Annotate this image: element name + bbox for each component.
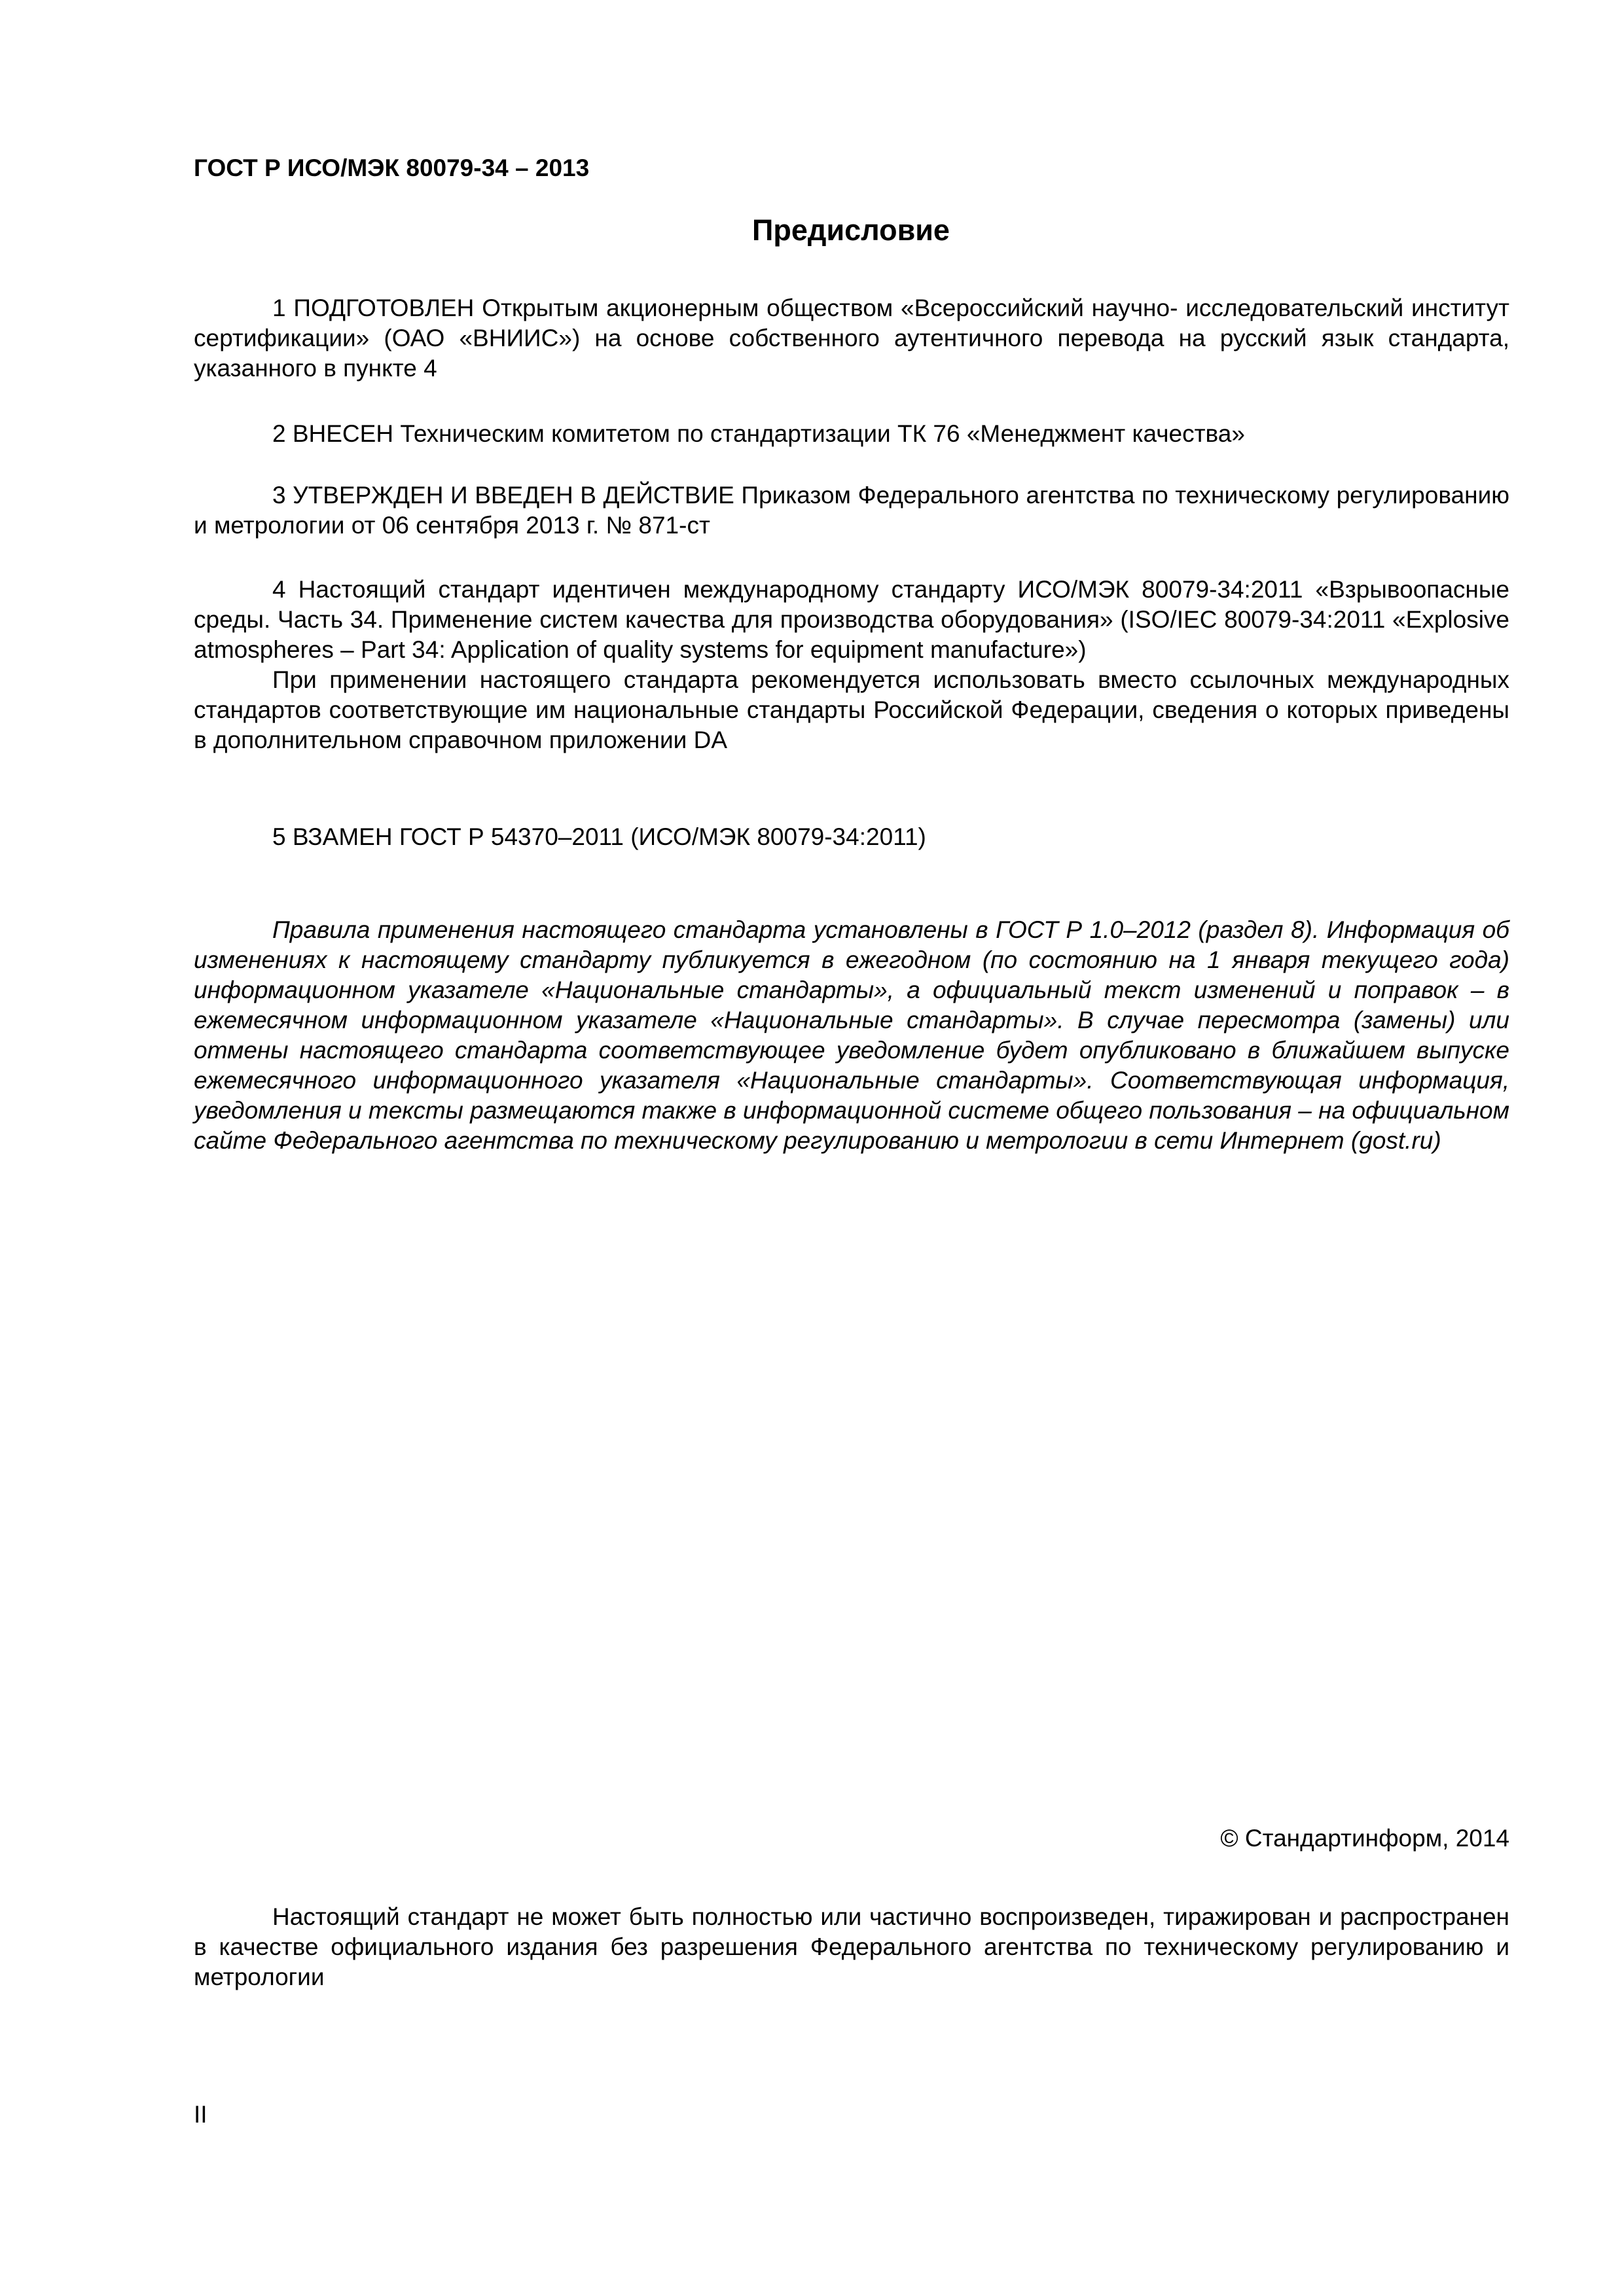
paragraph-4b-text: При применении настоящего стандарта рекомендуется использовать вместо ссылочных международных стандартов соответствующие им национальные стандарты Российской Федерации, сведения о которых приведены в дополнительном справочном приложении DA	[194, 666, 1509, 753]
rules-notice	[194, 915, 1509, 1156]
paragraph-5-text: 5 ВЗАМЕН ГОСТ Р 54370–2011 (ИСО/МЭК 80079-34:2011)	[272, 823, 926, 850]
paragraph-introduced-by	[194, 419, 1509, 449]
document-code-header: ГОСТ Р ИСО/МЭК 80079-34 – 2013	[194, 154, 590, 181]
paragraph-2-text: 2 ВНЕСЕН Техническим комитетом по стандартизации ТК 76 «Менеджмент качества»	[272, 420, 1245, 447]
page-number: II	[194, 2101, 208, 2128]
reproduction-notice	[194, 1902, 1509, 1992]
page-title: Предисловие	[752, 213, 950, 247]
paragraph-prepared-by	[194, 293, 1509, 384]
paragraph-1-text: 1 ПОДГОТОВЛЕН Открытым акционерным обществом «Всероссийский научно- исследовательский институт сертификации» (ОАО «ВНИИС») на основе собственного аутентичного перевода на русский язык стандарта, указанного в пункте 4	[194, 295, 1509, 382]
copyright-line: © Стандартинформ, 2014	[1220, 1825, 1509, 1852]
rules-notice-text: Правила применения настоящего стандарта установлены в ГОСТ Р 1.0–2012 (раздел 8). Информация об изменениях к настоящему стандарту публикуется в ежегодном (по состоянию на 1 января текущего года) информационном указателе «Национальные стандарты», а официальный текст изменений и поправок – в ежемесячном информационном указателе «Национальные стандарты». В случае пересмотра (замены) или отмены настоящего стандарта соответствующее уведомление будет опубликовано в ближайшем выпуске ежемесячного информационного указателя «Национальные стандарты». Соответствующая информация, уведомления и тексты размещаются также в информационной системе общего пользования – на официальном сайте Федерального агентства по техническому регулированию и метрологии в сети Интернет (gost.ru)	[194, 916, 1509, 1154]
paragraph-4-text: 4 Настоящий стандарт идентичен международному стандарту ИСО/МЭК 80079-34:2011 «Взрывоопасные среды. Часть 34. Применение систем качества для производства оборудования» (ISO/IEC 80079-34:2011 «Explosive atmospheres – Part 34: Application of quality systems for equipment manufacture»)	[194, 576, 1509, 663]
paragraph-replaces	[194, 822, 1509, 852]
paragraph-approved	[194, 480, 1509, 541]
paragraph-3-text: 3 УТВЕРЖДЕН И ВВЕДЕН В ДЕЙСТВИЕ Приказом Федерального агентства по техническому регулированию и метрологии от 06 сентября 2013 г. № 871-ст	[194, 482, 1509, 539]
paragraph-identical-standard	[194, 575, 1509, 755]
reproduction-notice-text: Настоящий стандарт не может быть полностью или частично воспроизведен, тиражирован и распространен в качестве официального издания без разрешения Федерального агентства по техническому регулированию и метрологии	[194, 1903, 1509, 1990]
